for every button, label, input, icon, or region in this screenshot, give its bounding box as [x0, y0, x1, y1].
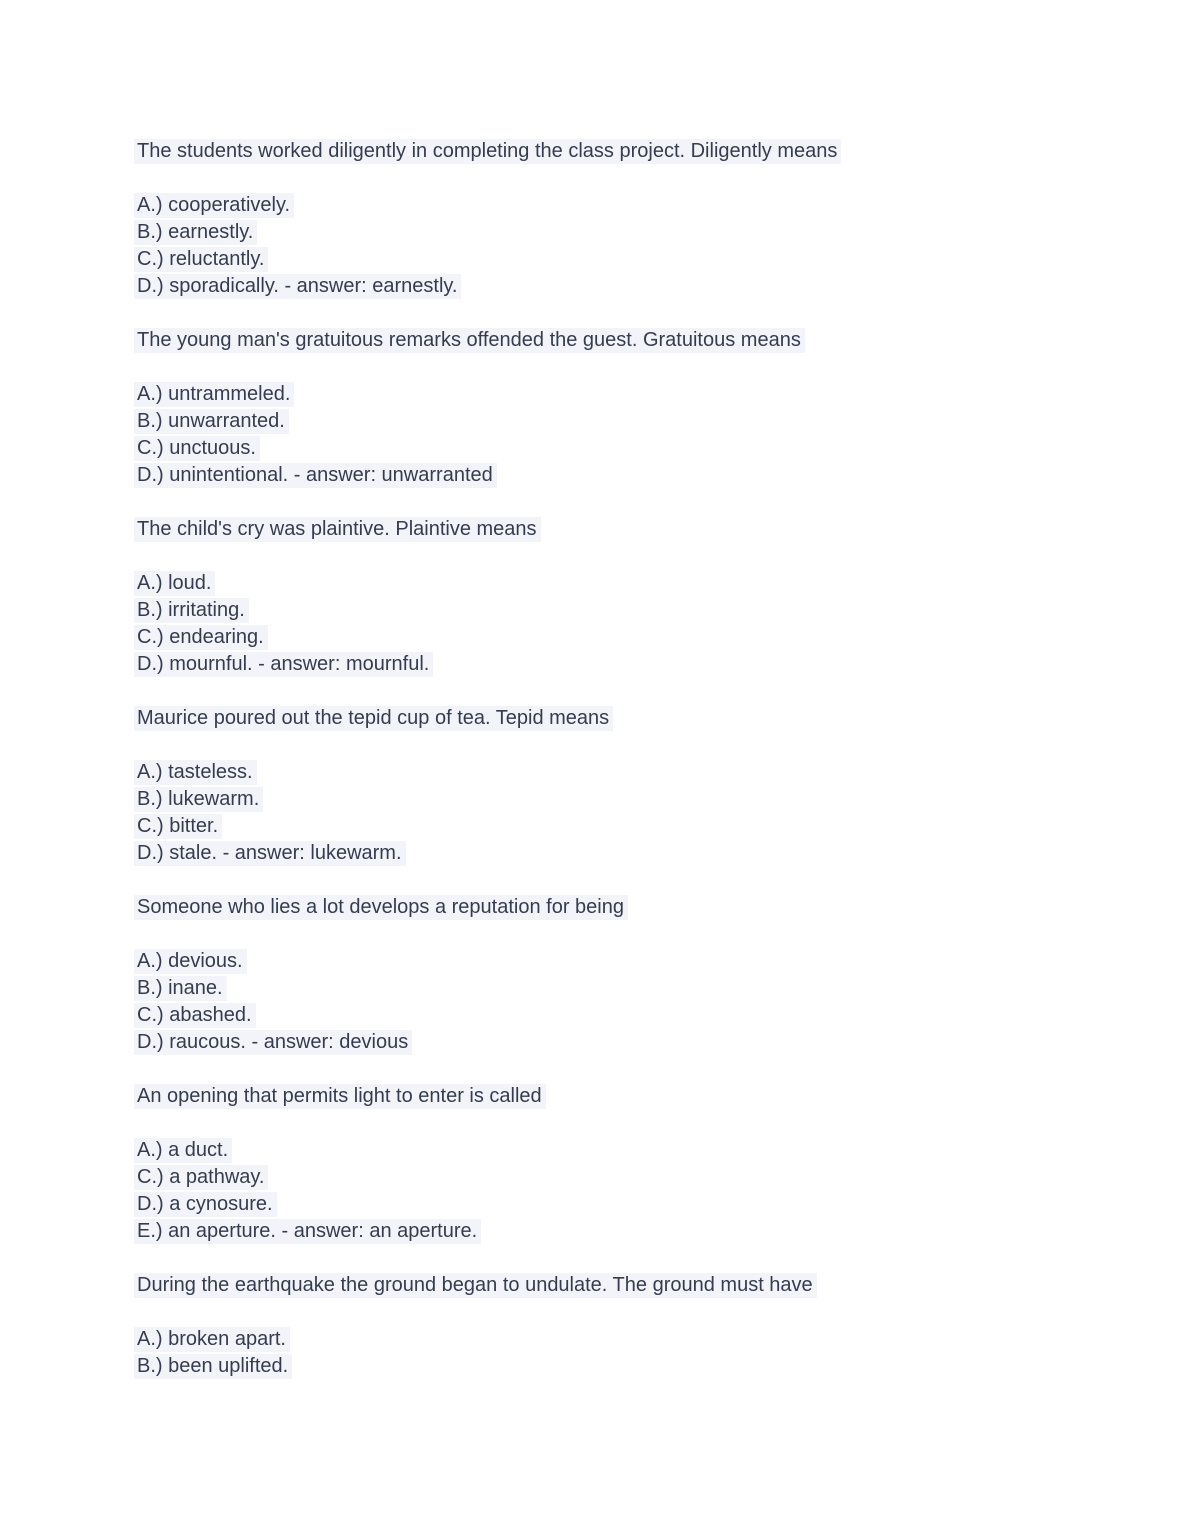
option-line: C.) bitter. — [137, 813, 1150, 840]
question-prompt: The child's cry was plaintive. Plaintive means — [137, 516, 1150, 543]
option-line: B.) inane. — [137, 975, 1150, 1002]
option-line: D.) mournful. - answer: mournful. — [137, 651, 1150, 678]
options-list — [137, 381, 1150, 489]
option-line: D.) sporadically. - answer: earnestly. — [137, 273, 1150, 300]
option-line: A.) a duct. — [137, 1137, 1150, 1164]
question-block — [137, 327, 1150, 489]
options-list — [137, 1137, 1150, 1245]
question-block — [137, 894, 1150, 1056]
option-line: C.) endearing. — [137, 624, 1150, 651]
option-line: A.) devious. — [137, 948, 1150, 975]
option-line: D.) raucous. - answer: devious — [137, 1029, 1150, 1056]
question-block — [137, 516, 1150, 678]
question-prompt: The students worked diligently in completing the class project. Diligently means — [137, 138, 1150, 165]
option-line: A.) cooperatively. — [137, 192, 1150, 219]
question-list — [137, 138, 1150, 1380]
question-prompt: An opening that permits light to enter is called — [137, 1083, 1150, 1110]
option-line: C.) unctuous. — [137, 435, 1150, 462]
question-prompt: Maurice poured out the tepid cup of tea. Tepid means — [137, 705, 1150, 732]
option-line: A.) untrammeled. — [137, 381, 1150, 408]
question-block — [137, 138, 1150, 300]
question-block — [137, 705, 1150, 867]
question-prompt: During the earthquake the ground began to undulate. The ground must have — [137, 1272, 1150, 1299]
option-line: C.) reluctantly. — [137, 246, 1150, 273]
question-block — [137, 1083, 1150, 1245]
option-line: E.) an aperture. - answer: an aperture. — [137, 1218, 1150, 1245]
question-prompt: The young man's gratuitous remarks offended the guest. Gratuitous means — [137, 327, 1150, 354]
option-line: B.) irritating. — [137, 597, 1150, 624]
option-line: B.) earnestly. — [137, 219, 1150, 246]
option-line: A.) loud. — [137, 570, 1150, 597]
options-list — [137, 948, 1150, 1056]
question-prompt: Someone who lies a lot develops a reputation for being — [137, 894, 1150, 921]
options-list — [137, 570, 1150, 678]
option-line: D.) unintentional. - answer: unwarranted — [137, 462, 1150, 489]
option-line: D.) stale. - answer: lukewarm. — [137, 840, 1150, 867]
option-line: A.) tasteless. — [137, 759, 1150, 786]
option-line: A.) broken apart. — [137, 1326, 1150, 1353]
option-line: B.) been uplifted. — [137, 1353, 1150, 1380]
option-line: C.) abashed. — [137, 1002, 1150, 1029]
options-list — [137, 1326, 1150, 1380]
options-list — [137, 192, 1150, 300]
option-line: C.) a pathway. — [137, 1164, 1150, 1191]
option-line: B.) lukewarm. — [137, 786, 1150, 813]
option-line: B.) unwarranted. — [137, 408, 1150, 435]
question-block — [137, 1272, 1150, 1380]
options-list — [137, 759, 1150, 867]
option-line: D.) a cynosure. — [137, 1191, 1150, 1218]
